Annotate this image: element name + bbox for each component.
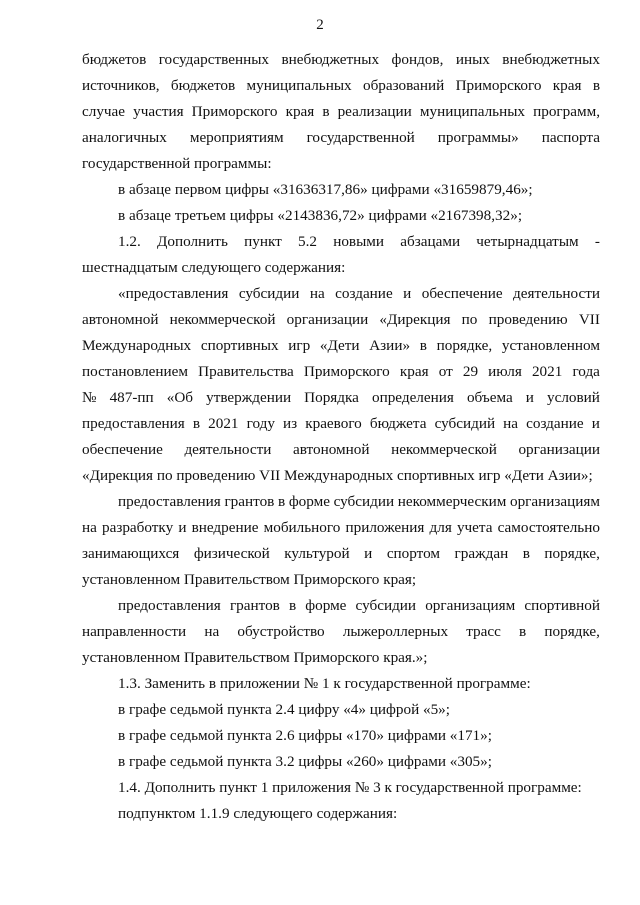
paragraph <box>82 307 600 489</box>
paragraph <box>82 203 600 229</box>
text-line: предоставления грантов в форме субсидии некоммерческим организациям <box>118 493 600 510</box>
text-line: установленном Правительством Приморского края.»; <box>82 649 428 666</box>
paragraph <box>82 255 600 281</box>
paragraph <box>82 775 600 801</box>
paragraph <box>82 749 600 775</box>
text-line: «предоставления субсидии на создание и обеспечение деятельности <box>118 285 600 302</box>
paragraph <box>82 515 600 593</box>
paragraph <box>82 593 600 619</box>
text-line: 1.3. Заменить в приложении № 1 к государственной программе: <box>118 675 531 692</box>
paragraph <box>82 489 600 515</box>
text-line: «Дирекция по проведению VII Международных спортивных игр «Дети Азии»; <box>82 467 593 484</box>
text-line: подпунктом 1.1.9 следующего содержания: <box>118 805 398 822</box>
text-line: 1.4. Дополнить пункт 1 приложения № 3 к государственной программе: <box>118 779 582 796</box>
page-number: 2 <box>316 17 324 33</box>
text-line: случае участия Приморского края в реализации муниципальных программ, <box>82 103 600 120</box>
paragraph <box>82 697 600 723</box>
paragraph <box>82 281 600 307</box>
text-line: бюджетов государственных внебюджетных фондов, иных внебюджетных <box>82 51 600 68</box>
text-line: в графе седьмой пункта 3.2 цифры «260» цифрами «305»; <box>118 753 492 770</box>
text-line: занимающихся физической культурой и спортом граждан в порядке, <box>82 545 600 562</box>
text-line: шестнадцатым следующего содержания: <box>82 259 346 276</box>
paragraph <box>82 801 600 827</box>
document-body <box>82 47 600 827</box>
text-line: в графе седьмой пункта 2.4 цифру «4» цифрой «5»; <box>118 701 450 718</box>
text-line: аналогичных мероприятиям государственной программы» паспорта <box>82 129 600 146</box>
text-line: предоставления грантов в форме субсидии организациям спортивной <box>118 597 600 614</box>
text-line: предоставления в 2021 году из краевого бюджета субсидий на создание и <box>82 415 600 432</box>
text-line: № 487-пп «Об утверждении Порядка определения объема и условий <box>82 389 600 406</box>
text-line: направленности на обустройство лыжероллерных трасс в порядке, <box>82 623 600 640</box>
text-line: в абзаце первом цифры «31636317,86» цифрами «31659879,46»; <box>118 181 533 198</box>
text-line: в графе седьмой пункта 2.6 цифры «170» цифрами «171»; <box>118 727 492 744</box>
text-line: в абзаце третьем цифры «2143836,72» цифрами «2167398,32»; <box>118 207 523 224</box>
paragraph <box>82 619 600 671</box>
text-line: на разработку и внедрение мобильного приложения для учета самостоятельно <box>82 519 600 536</box>
paragraph <box>82 177 600 203</box>
text-line: обеспечение деятельности автономной некоммерческой организации <box>82 441 600 458</box>
text-line: государственной программы: <box>82 155 272 172</box>
text-line: автономной некоммерческой организации «Дирекция по проведению VII <box>82 311 600 328</box>
text-line: постановлением Правительства Приморского края от 29 июля 2021 года <box>82 363 600 380</box>
text-line: источников, бюджетов муниципальных образований Приморского края в <box>82 77 600 94</box>
text-line: 1.2. Дополнить пункт 5.2 новыми абзацами четырнадцатым - <box>118 233 600 250</box>
text-line: установленном Правительством Приморского края; <box>82 571 417 588</box>
paragraph <box>82 229 600 255</box>
text-line: Международных спортивных игр «Дети Азии» в порядке, установленном <box>82 337 600 354</box>
paragraph <box>82 47 600 177</box>
paragraph <box>82 723 600 749</box>
paragraph <box>82 671 600 697</box>
